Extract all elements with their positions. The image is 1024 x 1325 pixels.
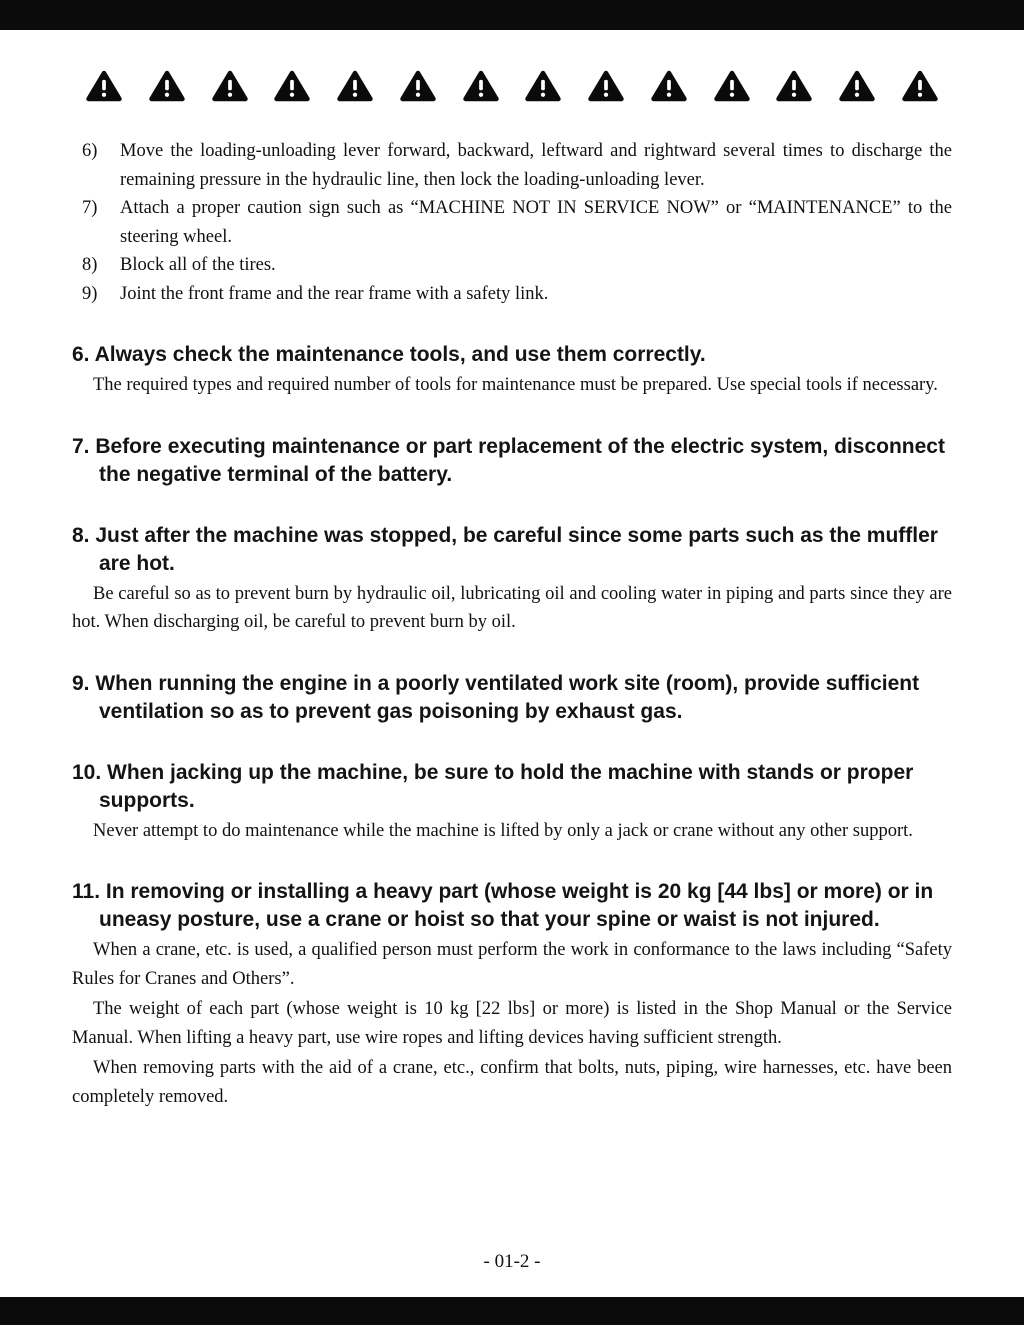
warning-triangle-icon <box>776 70 812 102</box>
section-7 <box>72 433 952 489</box>
section-paragraph: Be careful so as to prevent burn by hydraulic oil, lubricating oil and cooling water in piping and parts since they are hot. When discharging oil, be careful to prevent burn by oil. <box>72 583 952 632</box>
warning-triangle-icon <box>400 70 436 102</box>
list-item-number: 9) <box>82 283 98 304</box>
list-item-text: Block all of the tires. <box>120 255 276 275</box>
list-item-number: 8) <box>82 255 98 275</box>
list-item-number: 7) <box>82 198 98 218</box>
warning-triangle-icon <box>463 70 499 102</box>
list-item-text: Move the loading-unloading lever forward, backward, leftward and rightward several times to discharge the remaining pressure in the hydraulic line, then lock the loading-unloading lever. <box>120 141 952 190</box>
warning-triangle-icon <box>902 70 938 102</box>
page-number: - 01-2 - <box>483 1251 541 1272</box>
warning-triangle-icon <box>839 70 875 102</box>
section-11 <box>72 878 952 1111</box>
top-border-bar <box>0 0 1024 30</box>
section-9 <box>72 670 952 726</box>
warning-triangle-icon <box>212 70 248 102</box>
warning-triangle-icon <box>714 70 750 102</box>
list-item <box>72 194 952 251</box>
section-heading: 8. Just after the machine was stopped, be careful since some parts such as the muffler are hot. <box>72 523 938 575</box>
warning-triangle-icon <box>525 70 561 102</box>
section-paragraph: Never attempt to do maintenance while the machine is lifted by only a jack or crane without any other support. <box>93 820 913 841</box>
section-paragraph: The required types and required number of tools for maintenance must be prepared. Use special tools if necessary. <box>93 375 938 395</box>
list-item <box>72 251 952 280</box>
section-paragraph: When a crane, etc. is used, a qualified person must perform the work in conformance to the laws including “Safety Rules for Cranes and Others”. <box>72 940 952 989</box>
list-item <box>72 280 952 309</box>
list-item-text: Attach a proper caution sign such as “MACHINE NOT IN SERVICE NOW” or “MAINTENANCE” to the steering wheel. <box>120 198 952 247</box>
section-8 <box>72 522 952 637</box>
warning-triangle-icon <box>149 70 185 102</box>
bottom-border-bar <box>0 1297 1024 1325</box>
warning-triangle-icon <box>274 70 310 102</box>
list-item-number: 6) <box>82 141 98 161</box>
warning-triangle-icon <box>86 70 122 102</box>
section-heading: 11. In removing or installing a heavy part (whose weight is 20 kg [44 lbs] or more) or in uneasy posture, use a crane or hoist so that your spine or waist is not injured. <box>72 880 934 931</box>
section-10 <box>72 759 952 846</box>
section-6 <box>72 341 952 400</box>
section-paragraph: When removing parts with the aid of a crane, etc., confirm that bolts, nuts, piping, wire harnesses, etc. have been completely removed. <box>72 1058 952 1107</box>
warning-triangle-icon <box>337 70 373 102</box>
section-paragraph: The weight of each part (whose weight is 10 kg [22 lbs] or more) is listed in the Shop Manual or the Service Manual. When lifting a heavy part, use wire ropes and lifting devices having sufficient strength. <box>72 999 952 1048</box>
warning-triangle-icon <box>588 70 624 102</box>
list-item <box>72 137 952 194</box>
warning-triangle-icon <box>651 70 687 102</box>
warning-icon-row <box>72 70 952 102</box>
section-heading: 6. Always check the maintenance tools, and use them correctly. <box>72 343 706 366</box>
page-content <box>0 70 1024 1111</box>
section-heading: 7. Before executing maintenance or part replacement of the electric system, disconnect the negative terminal of the battery. <box>72 434 945 486</box>
list-item-text: Joint the front frame and the rear frame with a safety link. <box>120 283 549 304</box>
section-heading: 10. When jacking up the machine, be sure to hold the machine with stands or proper supports. <box>72 760 914 812</box>
numbered-list <box>72 137 952 308</box>
section-heading: 9. When running the engine in a poorly ventilated work site (room), provide sufficient ventilation so as to prevent gas poisoning by exhaust gas. <box>72 671 920 723</box>
